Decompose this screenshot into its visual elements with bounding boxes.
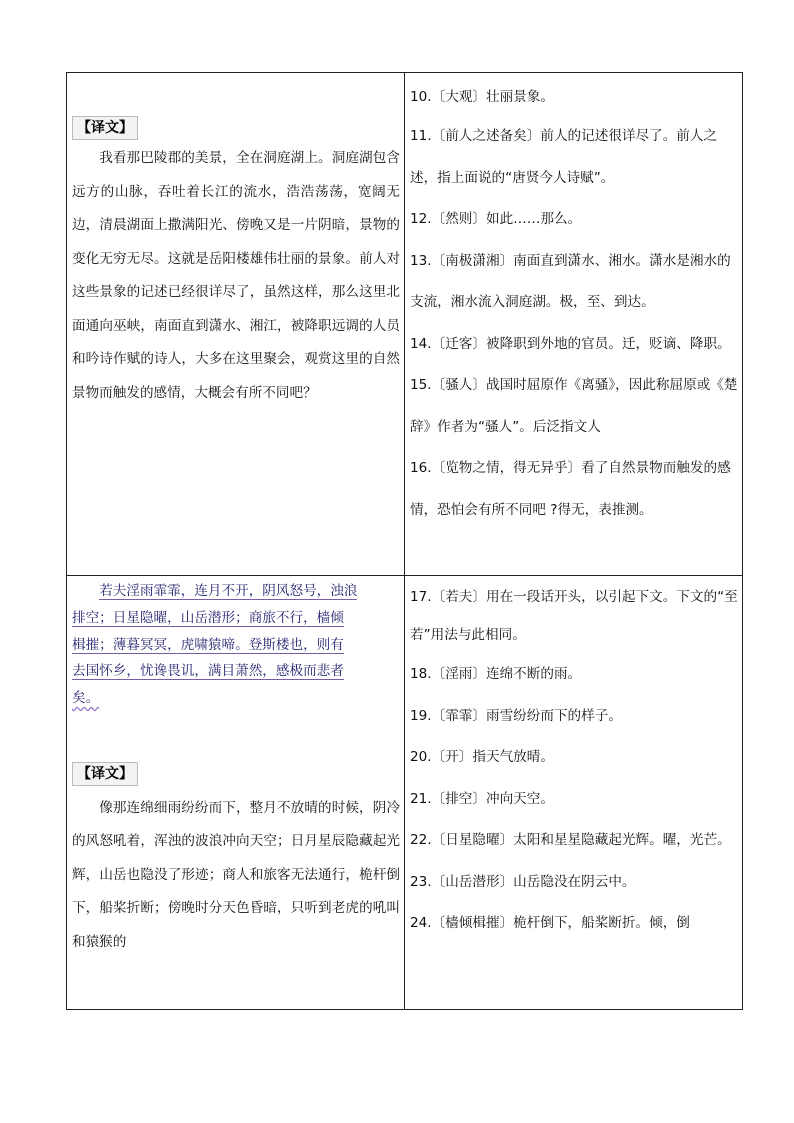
note-13: 13.〔南极潇湘〕南面直到潇水、湘水。潇水是湘水的支流，湘水流入洞庭湖。极，至、到达。 <box>410 252 731 310</box>
note-16: 16.〔览物之情，得无异乎〕看了自然景物而触发的感情，恐怕会有所不同吧 ?得无，表推测。 <box>410 460 731 518</box>
note-12: 12.〔然则〕如此……那么。 <box>410 211 582 227</box>
row-divider <box>66 575 743 576</box>
top-right-cell <box>410 78 740 572</box>
note-22: 22.〔日星隐曜〕太阳和星星隐藏起光辉。曜，光芒。 <box>410 832 731 848</box>
translation-paragraph: 我看那巴陵郡的美景，全在洞庭湖上。洞庭湖包含远方的山脉，吞吐着长江的流水，浩浩荡荡，宽阔无边，清晨湖面上撒满阳光、傍晚又是一片阴暗，景物的变化无穷无尽。这就是岳阳楼雄伟壮丽的景象。前人对这些景象的记述已经很详尽了，虽然这样，那么这里北面通向巫峡，南面直到潇水、湘江，被降职远调的人员和吟诗作赋的诗人，大多在这里聚会，观赏这里的自然景物而触发的感情，大概会有所不同吧？ <box>72 150 400 401</box>
note-17: 17.〔若夫〕用在一段话开头，以引起下文。下文的“至若”用法与此相同。 <box>410 589 738 643</box>
column-divider <box>404 72 405 1010</box>
note-14: 14.〔迁客〕被降职到外地的官员。迁，贬谪、降职。 <box>410 335 731 352</box>
note-20: 20.〔开〕指天气放晴。 <box>410 749 554 765</box>
note-10: 10.〔大观〕壮丽景象。 <box>410 89 554 105</box>
note-15: 15.〔骚人〕战国时屈原作《离骚》，因此称屈原或《楚辞》作者为“骚人”。后泛指文人 <box>410 377 738 435</box>
original-line-3: 楫摧；薄暮冥冥，虎啸猿啼。登斯楼也，则有 <box>72 636 344 653</box>
bottom-right-cell <box>410 578 740 1008</box>
original-line-2: 排空；日星隐曜，山岳潜形；商旅不行，樯倾 <box>72 609 344 626</box>
original-text <box>72 578 400 712</box>
translation-label: 【译文】 <box>72 116 138 140</box>
original-line-1: 若夫淫雨霏霏，连月不开，阴风怒号，浊浪 <box>99 583 358 599</box>
note-19: 19.〔霏霏〕雨雪纷纷而下的样子。 <box>410 707 622 724</box>
original-line-5: 矣。 <box>72 690 100 707</box>
translation-paragraph-2: 像那连绵细雨纷纷而下，整月不放晴的时候，阴冷的风怒吼着，浑浊的波浪冲向天空；日月星辰隐藏起光辉，山岳也隐没了形迹；商人和旅客无法通行，桅杆倒下，船桨折断；傍晚时分天色昏暗，只听到老虎的吼叫和猿猴的 <box>72 799 400 950</box>
bottom-left-cell <box>72 578 400 1008</box>
top-left-cell <box>72 78 400 572</box>
original-line-4: 去国怀乡，忧谗畏讥，满目萧然，感极而悲者 <box>72 663 344 680</box>
note-24: 24.〔樯倾楫摧〕桅杆倒下，船桨断折。倾，倒 <box>410 915 690 931</box>
note-18: 18.〔淫雨〕连绵不断的雨。 <box>410 666 582 682</box>
note-21: 21.〔排空〕冲向天空。 <box>410 790 554 807</box>
translation-label-2: 【译文】 <box>72 762 138 786</box>
note-11: 11.〔前人之述备矣〕前人的记述很详尽了。前人之述，指上面说的“唐贤今人诗赋”。 <box>410 128 718 186</box>
note-23: 23.〔山岳潜形〕山岳隐没在阴云中。 <box>410 873 636 890</box>
